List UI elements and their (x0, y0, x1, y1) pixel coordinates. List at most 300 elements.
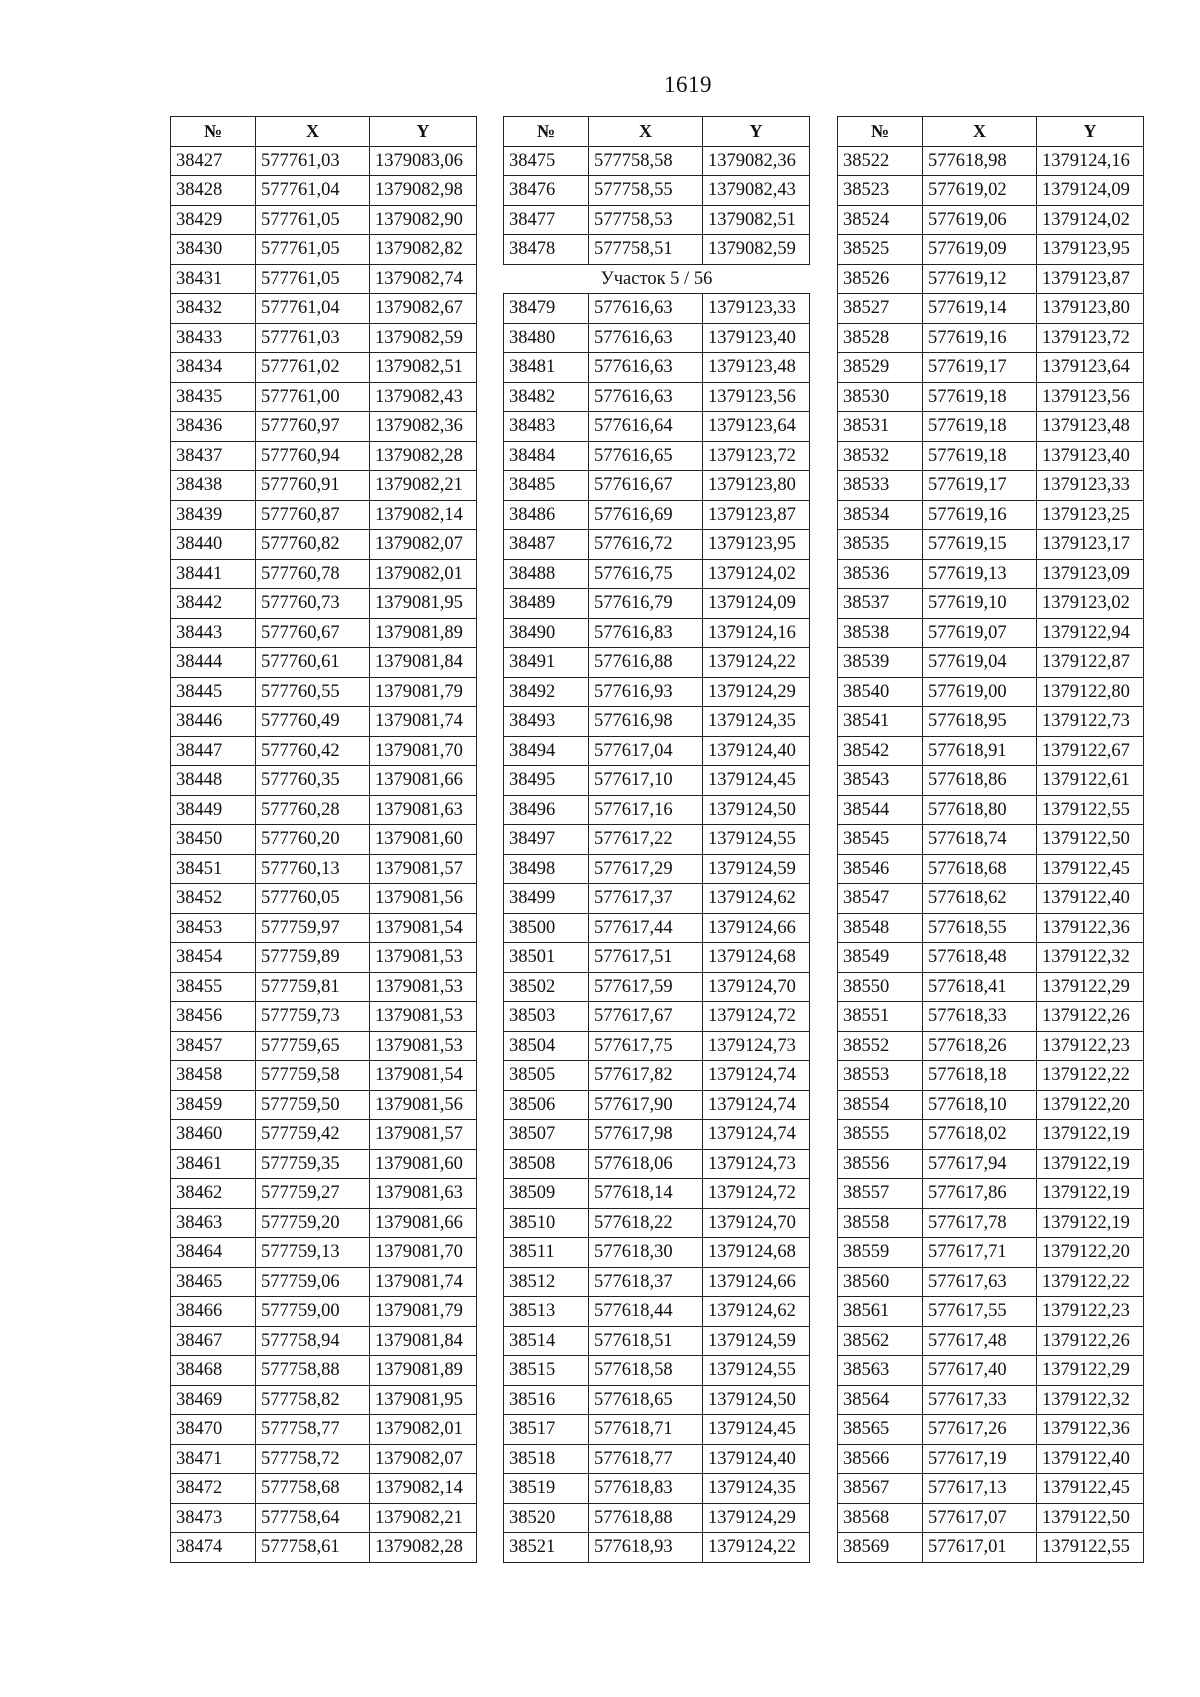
coord-y: 1379122,40 (1037, 1444, 1144, 1474)
coord-x: 577616,63 (589, 382, 703, 412)
table-row (504, 736, 810, 766)
table-row (504, 884, 810, 914)
table-row (838, 884, 1144, 914)
point-number: 38534 (838, 500, 923, 530)
point-number: 38449 (171, 795, 256, 825)
table-row (171, 943, 477, 973)
coordinates-table-1 (170, 116, 477, 1563)
point-number: 38501 (504, 943, 589, 973)
table-row (171, 1238, 477, 1268)
coord-y: 1379124,35 (703, 707, 810, 737)
point-number: 38507 (504, 1120, 589, 1150)
table-row (504, 176, 810, 206)
coord-x: 577619,12 (923, 264, 1037, 294)
coord-y: 1379082,51 (370, 353, 477, 383)
coord-x: 577617,98 (589, 1120, 703, 1150)
coord-y: 1379082,43 (370, 382, 477, 412)
coord-y: 1379122,45 (1037, 1474, 1144, 1504)
coord-x: 577760,82 (256, 530, 370, 560)
table-row (504, 1415, 810, 1445)
coord-y: 1379122,50 (1037, 1503, 1144, 1533)
coord-x: 577618,58 (589, 1356, 703, 1386)
table-row (171, 441, 477, 471)
coord-x: 577761,04 (256, 294, 370, 324)
table-row (838, 795, 1144, 825)
table-row (838, 648, 1144, 678)
point-number: 38472 (171, 1474, 256, 1504)
coord-y: 1379124,74 (703, 1090, 810, 1120)
point-number: 38503 (504, 1002, 589, 1032)
coord-x: 577616,64 (589, 412, 703, 442)
coord-x: 577618,80 (923, 795, 1037, 825)
point-number: 38467 (171, 1326, 256, 1356)
header-x: X (256, 117, 370, 147)
coord-y: 1379124,74 (703, 1120, 810, 1150)
point-number: 38550 (838, 972, 923, 1002)
coord-x: 577619,07 (923, 618, 1037, 648)
coord-y: 1379082,28 (370, 441, 477, 471)
table-header-row (171, 117, 477, 147)
point-number: 38513 (504, 1297, 589, 1327)
coord-x: 577760,94 (256, 441, 370, 471)
coord-y: 1379082,21 (370, 1503, 477, 1533)
coord-y: 1379081,53 (370, 1002, 477, 1032)
coord-x: 577760,28 (256, 795, 370, 825)
coord-x: 577617,22 (589, 825, 703, 855)
coord-y: 1379123,48 (703, 353, 810, 383)
point-number: 38569 (838, 1533, 923, 1563)
point-number: 38551 (838, 1002, 923, 1032)
coord-y: 1379081,56 (370, 884, 477, 914)
point-number: 38460 (171, 1120, 256, 1150)
coord-y: 1379124,40 (703, 1444, 810, 1474)
coord-x: 577760,13 (256, 854, 370, 884)
point-number: 38496 (504, 795, 589, 825)
table-row (504, 825, 810, 855)
table-row (171, 1444, 477, 1474)
coord-y: 1379082,21 (370, 471, 477, 501)
point-number: 38440 (171, 530, 256, 560)
table-row (838, 766, 1144, 796)
point-number: 38495 (504, 766, 589, 796)
coord-x: 577618,91 (923, 736, 1037, 766)
coord-x: 577759,42 (256, 1120, 370, 1150)
coord-y: 1379124,29 (703, 677, 810, 707)
coord-x: 577619,17 (923, 353, 1037, 383)
table-row (838, 1326, 1144, 1356)
coord-x: 577618,71 (589, 1415, 703, 1445)
point-number: 38475 (504, 146, 589, 176)
coord-y: 1379082,01 (370, 559, 477, 589)
point-number: 38436 (171, 412, 256, 442)
coord-y: 1379081,95 (370, 589, 477, 619)
point-number: 38545 (838, 825, 923, 855)
coord-x: 577616,75 (589, 559, 703, 589)
coord-x: 577759,00 (256, 1297, 370, 1327)
table-row (838, 707, 1144, 737)
table-row (504, 1149, 810, 1179)
coord-x: 577618,18 (923, 1061, 1037, 1091)
coord-y: 1379122,45 (1037, 854, 1144, 884)
point-number: 38488 (504, 559, 589, 589)
coord-x: 577618,44 (589, 1297, 703, 1327)
coord-y: 1379082,59 (370, 323, 477, 353)
table-row (838, 323, 1144, 353)
coord-x: 577619,16 (923, 500, 1037, 530)
table-row (504, 1238, 810, 1268)
coord-y: 1379124,50 (703, 795, 810, 825)
coord-y: 1379123,17 (1037, 530, 1144, 560)
table-row (838, 1533, 1144, 1563)
coord-x: 577618,74 (923, 825, 1037, 855)
coord-y: 1379081,66 (370, 766, 477, 796)
point-number: 38485 (504, 471, 589, 501)
table-row (171, 1120, 477, 1150)
table-row (171, 972, 477, 1002)
table-row (504, 707, 810, 737)
coord-y: 1379122,73 (1037, 707, 1144, 737)
point-number: 38532 (838, 441, 923, 471)
point-number: 38447 (171, 736, 256, 766)
coord-y: 1379124,09 (1037, 176, 1144, 206)
table-row (171, 1533, 477, 1563)
table-row (171, 825, 477, 855)
coord-y: 1379122,19 (1037, 1208, 1144, 1238)
point-number: 38548 (838, 913, 923, 943)
table-row (171, 736, 477, 766)
coord-x: 577617,13 (923, 1474, 1037, 1504)
coord-x: 577619,13 (923, 559, 1037, 589)
point-number: 38537 (838, 589, 923, 619)
table-row (171, 677, 477, 707)
coord-y: 1379081,63 (370, 1179, 477, 1209)
point-number: 38437 (171, 441, 256, 471)
coord-x: 577761,05 (256, 264, 370, 294)
coord-x: 577619,18 (923, 441, 1037, 471)
table-row (504, 972, 810, 1002)
point-number: 38547 (838, 884, 923, 914)
table-row (838, 1474, 1144, 1504)
coord-y: 1379081,79 (370, 1297, 477, 1327)
coord-x: 577619,15 (923, 530, 1037, 560)
table-row (171, 205, 477, 235)
coord-y: 1379122,19 (1037, 1179, 1144, 1209)
coord-y: 1379122,32 (1037, 1385, 1144, 1415)
coord-x: 577761,03 (256, 146, 370, 176)
coord-y: 1379082,59 (703, 235, 810, 265)
coord-y: 1379122,22 (1037, 1267, 1144, 1297)
coord-x: 577617,90 (589, 1090, 703, 1120)
coord-y: 1379123,40 (1037, 441, 1144, 471)
table-row (171, 412, 477, 442)
point-number: 38463 (171, 1208, 256, 1238)
point-number: 38458 (171, 1061, 256, 1091)
table-row (171, 795, 477, 825)
table-row (838, 618, 1144, 648)
coord-y: 1379122,61 (1037, 766, 1144, 796)
coord-y: 1379083,06 (370, 146, 477, 176)
coord-x: 577616,65 (589, 441, 703, 471)
point-number: 38480 (504, 323, 589, 353)
point-number: 38541 (838, 707, 923, 737)
coord-y: 1379124,55 (703, 1356, 810, 1386)
coord-x: 577619,09 (923, 235, 1037, 265)
table-row (838, 1356, 1144, 1386)
table-row (838, 1503, 1144, 1533)
point-number: 38526 (838, 264, 923, 294)
coord-x: 577617,55 (923, 1297, 1037, 1327)
coord-y: 1379122,23 (1037, 1031, 1144, 1061)
coord-x: 577617,63 (923, 1267, 1037, 1297)
coord-y: 1379122,94 (1037, 618, 1144, 648)
table-row (171, 1031, 477, 1061)
coord-y: 1379082,01 (370, 1415, 477, 1445)
point-number: 38512 (504, 1267, 589, 1297)
coord-y: 1379123,64 (703, 412, 810, 442)
point-number: 38506 (504, 1090, 589, 1120)
point-number: 38529 (838, 353, 923, 383)
point-number: 38454 (171, 943, 256, 973)
coord-x: 577617,82 (589, 1061, 703, 1091)
table-row (504, 1208, 810, 1238)
table-row (171, 707, 477, 737)
coord-y: 1379081,54 (370, 913, 477, 943)
coord-y: 1379122,26 (1037, 1326, 1144, 1356)
coord-y: 1379123,72 (703, 441, 810, 471)
point-number: 38555 (838, 1120, 923, 1150)
point-number: 38476 (504, 176, 589, 206)
coord-y: 1379124,73 (703, 1149, 810, 1179)
table-row (171, 471, 477, 501)
point-number: 38478 (504, 235, 589, 265)
point-number: 38509 (504, 1179, 589, 1209)
table-row (171, 235, 477, 265)
coord-y: 1379122,32 (1037, 943, 1144, 973)
table-row (504, 294, 810, 324)
table-row (838, 589, 1144, 619)
coord-y: 1379081,57 (370, 1120, 477, 1150)
coord-x: 577759,97 (256, 913, 370, 943)
coord-y: 1379123,40 (703, 323, 810, 353)
coord-y: 1379124,59 (703, 1326, 810, 1356)
coord-y: 1379122,22 (1037, 1061, 1144, 1091)
coord-y: 1379124,70 (703, 972, 810, 1002)
coord-x: 577619,17 (923, 471, 1037, 501)
point-number: 38435 (171, 382, 256, 412)
coord-x: 577616,98 (589, 707, 703, 737)
coord-y: 1379122,29 (1037, 1356, 1144, 1386)
table-row (171, 530, 477, 560)
point-number: 38432 (171, 294, 256, 324)
table-row (838, 1415, 1144, 1445)
table-row (838, 559, 1144, 589)
table-row (171, 353, 477, 383)
coord-x: 577618,68 (923, 854, 1037, 884)
coord-x: 577760,05 (256, 884, 370, 914)
point-number: 38469 (171, 1385, 256, 1415)
table-row (504, 323, 810, 353)
coord-y: 1379081,66 (370, 1208, 477, 1238)
table-row (171, 1297, 477, 1327)
point-number: 38528 (838, 323, 923, 353)
table-row (838, 294, 1144, 324)
coord-x: 577616,63 (589, 323, 703, 353)
point-number: 38518 (504, 1444, 589, 1474)
coord-y: 1379123,80 (1037, 294, 1144, 324)
header-y: Y (1037, 117, 1144, 147)
coord-x: 577617,59 (589, 972, 703, 1002)
coord-x: 577759,20 (256, 1208, 370, 1238)
coord-y: 1379124,02 (703, 559, 810, 589)
point-number: 38557 (838, 1179, 923, 1209)
point-number: 38456 (171, 1002, 256, 1032)
coord-x: 577758,82 (256, 1385, 370, 1415)
point-number: 38546 (838, 854, 923, 884)
coord-x: 577619,18 (923, 382, 1037, 412)
point-number: 38544 (838, 795, 923, 825)
coord-x: 577758,53 (589, 205, 703, 235)
table-row (504, 1474, 810, 1504)
coord-y: 1379122,67 (1037, 736, 1144, 766)
coord-y: 1379122,23 (1037, 1297, 1144, 1327)
table-row (838, 825, 1144, 855)
coord-y: 1379081,57 (370, 854, 477, 884)
point-number: 38561 (838, 1297, 923, 1327)
table-row (171, 1474, 477, 1504)
coord-y: 1379123,56 (703, 382, 810, 412)
coord-x: 577619,06 (923, 205, 1037, 235)
point-number: 38568 (838, 1503, 923, 1533)
coord-y: 1379081,54 (370, 1061, 477, 1091)
point-number: 38536 (838, 559, 923, 589)
coord-x: 577758,61 (256, 1533, 370, 1563)
coord-y: 1379081,60 (370, 1149, 477, 1179)
point-number: 38427 (171, 146, 256, 176)
coord-y: 1379081,70 (370, 1238, 477, 1268)
table-row (838, 1120, 1144, 1150)
coord-y: 1379123,95 (1037, 235, 1144, 265)
coord-x: 577761,00 (256, 382, 370, 412)
table-row (171, 1090, 477, 1120)
table-row (838, 205, 1144, 235)
coord-y: 1379122,55 (1037, 795, 1144, 825)
coord-y: 1379124,02 (1037, 205, 1144, 235)
table-row (504, 235, 810, 265)
coord-x: 577619,04 (923, 648, 1037, 678)
header-y: Y (370, 117, 477, 147)
table-row (504, 1444, 810, 1474)
coord-y: 1379124,70 (703, 1208, 810, 1238)
point-number: 38441 (171, 559, 256, 589)
coord-x: 577759,50 (256, 1090, 370, 1120)
table-row (838, 1002, 1144, 1032)
coord-x: 577618,86 (923, 766, 1037, 796)
point-number: 38453 (171, 913, 256, 943)
point-number: 38560 (838, 1267, 923, 1297)
coord-x: 577617,33 (923, 1385, 1037, 1415)
coord-x: 577618,26 (923, 1031, 1037, 1061)
point-number: 38443 (171, 618, 256, 648)
point-number: 38428 (171, 176, 256, 206)
coord-y: 1379122,87 (1037, 648, 1144, 678)
coord-x: 577616,72 (589, 530, 703, 560)
coord-x: 577760,78 (256, 559, 370, 589)
table-row (838, 1297, 1144, 1327)
table-row (504, 1385, 810, 1415)
coord-y: 1379123,87 (703, 500, 810, 530)
coord-y: 1379081,60 (370, 825, 477, 855)
coord-y: 1379082,43 (703, 176, 810, 206)
coord-y: 1379123,80 (703, 471, 810, 501)
coordinates-table-2 (503, 116, 810, 1563)
header-x: X (589, 117, 703, 147)
coord-y: 1379124,62 (703, 1297, 810, 1327)
coord-y: 1379122,80 (1037, 677, 1144, 707)
table-row (504, 1267, 810, 1297)
table-row (504, 559, 810, 589)
table-row (171, 294, 477, 324)
coord-x: 577617,48 (923, 1326, 1037, 1356)
coord-x: 577761,05 (256, 235, 370, 265)
coord-y: 1379081,53 (370, 1031, 477, 1061)
coord-y: 1379081,53 (370, 943, 477, 973)
table-row (838, 235, 1144, 265)
coord-y: 1379124,29 (703, 1503, 810, 1533)
header-x: X (923, 117, 1037, 147)
table-row (171, 559, 477, 589)
coord-x: 577618,62 (923, 884, 1037, 914)
coord-y: 1379123,48 (1037, 412, 1144, 442)
table-row (838, 382, 1144, 412)
point-number: 38434 (171, 353, 256, 383)
point-number: 38566 (838, 1444, 923, 1474)
coord-y: 1379124,35 (703, 1474, 810, 1504)
coord-y: 1379124,55 (703, 825, 810, 855)
coord-x: 577758,94 (256, 1326, 370, 1356)
coord-y: 1379081,74 (370, 1267, 477, 1297)
table-row (838, 1444, 1144, 1474)
point-number: 38539 (838, 648, 923, 678)
coord-x: 577758,55 (589, 176, 703, 206)
coord-x: 577617,29 (589, 854, 703, 884)
point-number: 38520 (504, 1503, 589, 1533)
coord-y: 1379124,66 (703, 1267, 810, 1297)
table-row (504, 1356, 810, 1386)
table-row (171, 1179, 477, 1209)
coord-x: 577616,93 (589, 677, 703, 707)
coord-y: 1379122,20 (1037, 1090, 1144, 1120)
coord-x: 577758,58 (589, 146, 703, 176)
point-number: 38549 (838, 943, 923, 973)
table-row (838, 972, 1144, 1002)
coord-x: 577759,27 (256, 1179, 370, 1209)
point-number: 38489 (504, 589, 589, 619)
coord-x: 577619,00 (923, 677, 1037, 707)
table-row (171, 589, 477, 619)
coord-x: 577760,61 (256, 648, 370, 678)
coord-y: 1379124,16 (703, 618, 810, 648)
coord-x: 577760,97 (256, 412, 370, 442)
coord-x: 577758,72 (256, 1444, 370, 1474)
table-row (171, 1002, 477, 1032)
point-number: 38494 (504, 736, 589, 766)
coord-x: 577618,98 (923, 146, 1037, 176)
coord-y: 1379122,19 (1037, 1149, 1144, 1179)
table-row (504, 205, 810, 235)
coord-y: 1379082,67 (370, 294, 477, 324)
table-row (838, 736, 1144, 766)
point-number: 38508 (504, 1149, 589, 1179)
